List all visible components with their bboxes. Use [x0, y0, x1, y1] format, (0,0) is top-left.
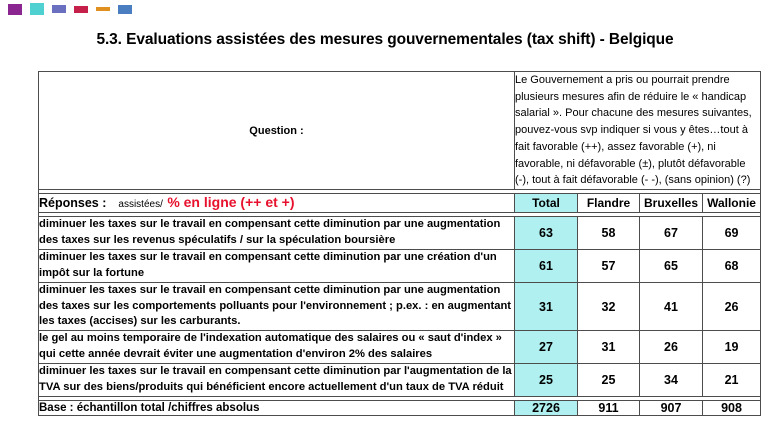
table-row [39, 364, 761, 397]
table-row [39, 249, 761, 282]
value-total: 63 [515, 217, 578, 250]
table-row [39, 331, 761, 364]
measure-statement: diminuer les taxes sur le travail en compensant cette diminution par une augmentation des taxes sur les comportements polluants pour l'environnement ; p.ex. : en augmentant les taxes (accises) sur les carburants. [39, 282, 515, 331]
base-value-flandre: 911 [578, 401, 640, 416]
question-row [39, 72, 761, 190]
swatch-orange [96, 7, 110, 11]
question-text: Le Gouvernement a pris ou pourrait prendre plusieurs mesures afin de réduire le « handicap salarial ». Pour chacune des mesures suivantes, pouvez-vous svp indiquer si vous y êtes…tout à fait favorable (++), assez favorable (+), ni favorable, ni défavorable (±), plutôt défavorable (-), tout à fait défavorable (- -), (sans opinion) (?) [515, 72, 761, 190]
question-label: Question : [39, 72, 515, 190]
responses-metric-label: % en ligne (++ et +) [167, 194, 295, 211]
base-value-bruxelles: 907 [640, 401, 703, 416]
swatch-steel-blue [118, 5, 132, 14]
value-total: 25 [515, 364, 578, 397]
column-header-bruxelles: Bruxelles [640, 194, 703, 213]
value-flandre: 32 [578, 282, 640, 331]
column-header-row [39, 194, 761, 213]
table-row [39, 217, 761, 250]
value-bruxelles: 34 [640, 364, 703, 397]
value-flandre: 58 [578, 217, 640, 250]
value-bruxelles: 26 [640, 331, 703, 364]
column-header-total: Total [515, 194, 578, 213]
table-row [39, 282, 761, 331]
column-header-wallonie: Wallonie [703, 194, 761, 213]
base-value-wallonie: 908 [703, 401, 761, 416]
swatch-turquoise [30, 3, 44, 15]
page-title: 5.3. Evaluations assistées des mesures gouvernementales (tax shift) - Belgique [96, 31, 674, 48]
base-label: Base : échantillon total /chiffres absolus [39, 401, 515, 416]
value-wallonie: 26 [703, 282, 761, 331]
measure-statement: diminuer les taxes sur le travail en compensant cette diminution par l'augmentation de la TVA sur des biens/produits qui bénéficient encore actuellement d'un taux de TVA réduit [39, 364, 515, 397]
column-header-flandre: Flandre [578, 194, 640, 213]
value-bruxelles: 41 [640, 282, 703, 331]
value-wallonie: 68 [703, 249, 761, 282]
measure-statement: diminuer les taxes sur le travail en compensant cette diminution par une création d'un impôt sur la fortune [39, 249, 515, 282]
responses-label: Réponses : [39, 196, 107, 211]
value-bruxelles: 67 [640, 217, 703, 250]
swatch-slate-blue [52, 5, 66, 13]
value-bruxelles: 65 [640, 249, 703, 282]
measure-statement: diminuer les taxes sur le travail en compensant cette diminution par une augmentation des taxes sur les revenus spéculatifs / sur la spéculation boursière [39, 217, 515, 250]
decorative-color-squares [8, 3, 140, 15]
base-value-total: 2726 [515, 401, 578, 416]
value-wallonie: 21 [703, 364, 761, 397]
swatch-purple [8, 4, 22, 15]
value-flandre: 57 [578, 249, 640, 282]
value-flandre: 25 [578, 364, 640, 397]
value-wallonie: 69 [703, 217, 761, 250]
responses-sublabel: assistées/ [118, 199, 163, 211]
swatch-crimson [74, 6, 88, 13]
value-flandre: 31 [578, 331, 640, 364]
measure-statement: le gel au moins temporaire de l'indexation automatique des salaires ou « saut d'index » qui cette année devrait éviter une augmentation d'environ 2% des salaires [39, 331, 515, 364]
value-total: 61 [515, 249, 578, 282]
value-total: 31 [515, 282, 578, 331]
value-total: 27 [515, 331, 578, 364]
value-wallonie: 19 [703, 331, 761, 364]
responses-label-cell [39, 194, 515, 213]
survey-results-table [38, 71, 761, 416]
base-row [39, 401, 761, 416]
